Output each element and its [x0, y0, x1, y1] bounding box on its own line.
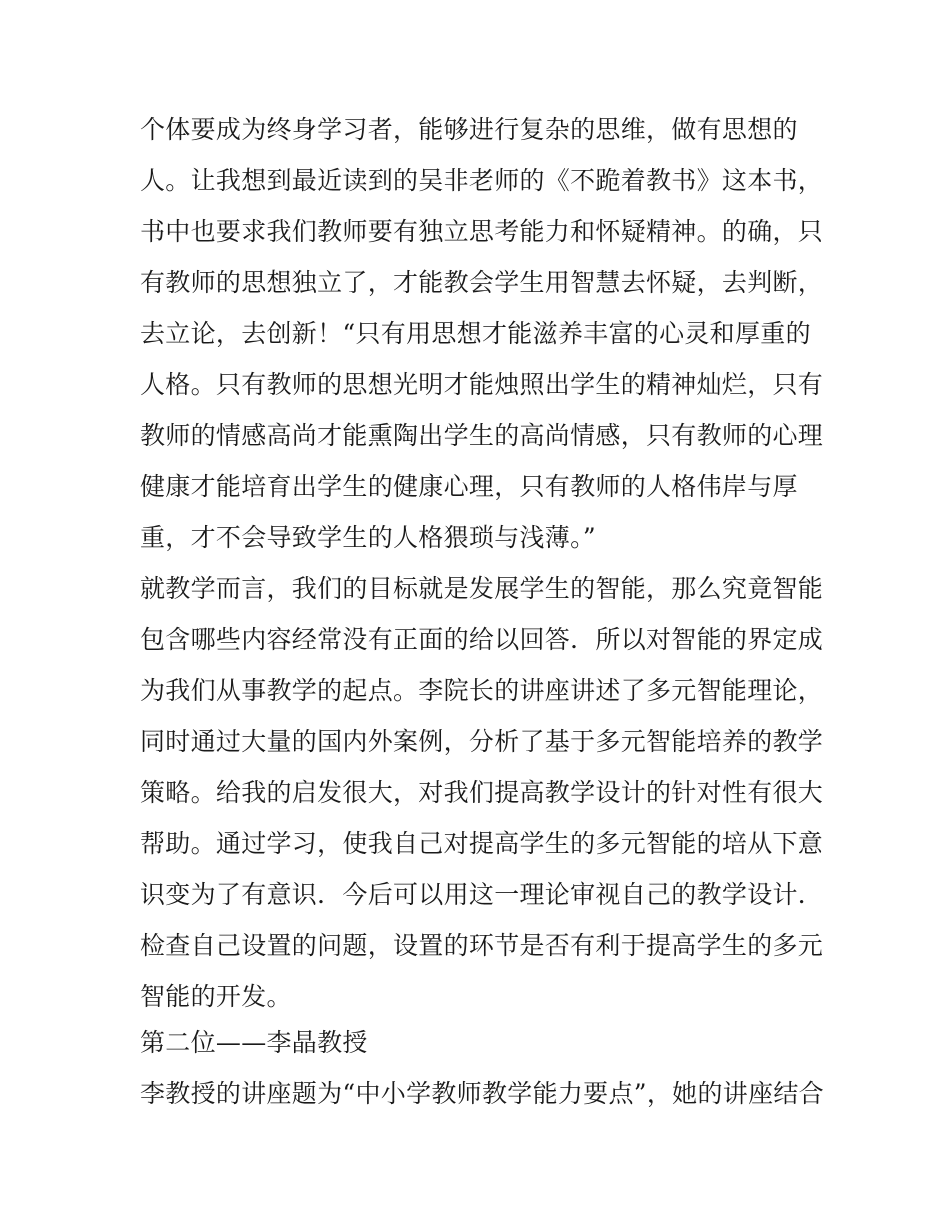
- text-line: 重，才不会导致学生的人格猥琐与浅薄。”: [140, 523, 596, 552]
- text-line: 就教学而言，我们的目标就是发展学生的智能，那么究竟智能: [140, 574, 824, 603]
- text-line: 包含哪些内容经常没有正面的给以回答．所以对智能的界定成: [140, 625, 824, 654]
- text-line: 策略。给我的启发很大，对我们提高教学设计的针对性有很大: [140, 778, 824, 807]
- text-line: 教师的情感高尚才能熏陶出学生的高尚情感，只有教师的心理: [140, 421, 824, 450]
- text-line: 有教师的思想独立了，才能教会学生用智慧去怀疑，去判断，: [140, 268, 824, 297]
- text-line: 李教授的讲座题为“中小学教师教学能力要点”，她的讲座结合: [140, 1079, 824, 1108]
- text-line: 帮助。通过学习，使我自己对提高学生的多元智能的培从下意: [140, 829, 824, 858]
- text-line: 智能的开发。: [140, 982, 292, 1011]
- text-line: 个体要成为终身学习者，能够进行复杂的思维，做有思想的: [140, 115, 798, 144]
- text-line: 识变为了有意识．今后可以用这一理论审视自己的教学设计．: [140, 880, 824, 909]
- text-line: 同时通过大量的国内外案例，分析了基于多元智能培养的教学: [140, 727, 824, 756]
- text-line: 人格。只有教师的思想光明才能烛照出学生的精神灿烂，只有: [140, 370, 824, 399]
- section-heading: 第二位——李晶教授: [140, 1028, 368, 1057]
- text-line: 去立论，去创新！“只有用思想才能滋养丰富的心灵和厚重的: [140, 319, 811, 348]
- text-line: 书中也要求我们教师要有独立思考能力和怀疑精神。的确，只: [140, 217, 824, 246]
- text-line: 健康才能培育出学生的健康心理，只有教师的人格伟岸与厚: [140, 472, 798, 501]
- text-line: 检查自己设置的问题，设置的环节是否有利于提高学生的多元: [140, 931, 824, 960]
- text-line: 人。让我想到最近读到的吴非老师的《不跪着教书》这本书，: [140, 166, 824, 195]
- text-line: 为我们从事教学的起点。李院长的讲座讲述了多元智能理论，: [140, 676, 824, 705]
